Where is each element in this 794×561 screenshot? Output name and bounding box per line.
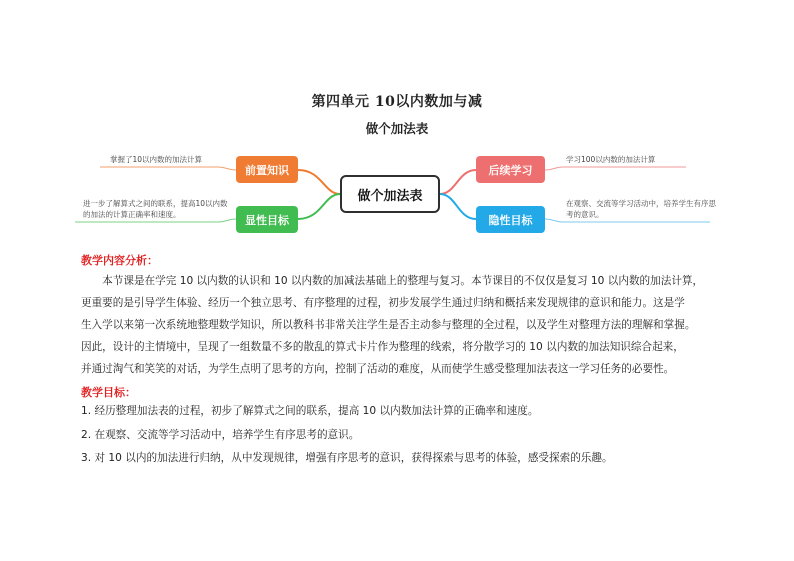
mindmap-note-explicit: 进一步了解算式之间的联系，提高10以内数的加法的计算正确率和速度。 — [83, 199, 228, 219]
mindmap-node-explicit-goal: 显性目标 — [236, 206, 298, 233]
leaf-line-follow — [545, 167, 686, 170]
mindmap-note-implicit: 在观察、交流等学习活动中，培养学生有序思考的意识。 — [566, 199, 716, 219]
analysis-paragraph — [81, 270, 721, 380]
connector-center-implicit — [440, 194, 476, 219]
analysis-line: 生入学以来第一次系统地整理数学知识，所以教科书非常关注学生是否主动参与整理的全过程，以及学生对整理方法的理解和掌握。 — [81, 319, 696, 331]
analysis-line: 并通过淘气和笑笑的对话，为学生点明了思考的方向，控制了活动的难度，从而使学生感受整理加法表这一学习任务的必要性。 — [81, 363, 675, 375]
mindmap-note-follow: 学习100以内数的加法计算 — [566, 155, 656, 164]
goal-item: 1. 经历整理加法表的过程，初步了解算式之间的联系，提高 10 以内数加法计算的正确率和速度。 — [81, 405, 539, 417]
page-title: 第四单元 10以内数加与减 — [311, 94, 483, 110]
analysis-heading: 教学内容分析： — [81, 254, 158, 267]
connector-center-prior — [298, 170, 340, 194]
mindmap-node-prior-knowledge: 前置知识 — [236, 156, 298, 183]
mindmap-node-implicit-goal: 隐性目标 — [476, 206, 545, 233]
goal-item: 3. 对 10 以内的加法进行归纳，从中发现规律，增强有序思考的意识，获得探索与思考的体验，感受探索的乐趣。 — [81, 452, 613, 464]
goals-heading: 教学目标： — [81, 386, 136, 399]
mindmap-center-topic: 做个加法表 — [340, 175, 440, 213]
analysis-line: 因此，设计的主情境中，呈现了一组数量不多的散乱的算式卡片作为整理的线索，将分散学习的 10 以内数的加法知识综合起来， — [81, 341, 684, 353]
analysis-line: 本节课是在学完 10 以内数的认识和 10 以内数的加减法基础上的整理与复习。本节课目的不仅仅是复习 10 以内数的加法计算， — [81, 275, 704, 287]
mindmap-node-follow-up: 后续学习 — [476, 156, 545, 183]
page-subtitle: 做个加法表 — [365, 121, 429, 136]
connector-center-follow — [440, 170, 476, 194]
goal-item: 2. 在观察、交流等学习活动中，培养学生有序思考的意识。 — [81, 429, 360, 441]
connector-center-explicit — [298, 194, 340, 219]
leaf-line-prior — [100, 167, 236, 170]
analysis-line: 更重要的是引导学生体验、经历一个独立思考、有序整理的过程，初步发展学生通过归纳和概括来发现规律的意识和能力。这是学 — [81, 297, 685, 309]
mindmap-note-prior: 掌握了10以内数的加法计算 — [110, 155, 203, 164]
